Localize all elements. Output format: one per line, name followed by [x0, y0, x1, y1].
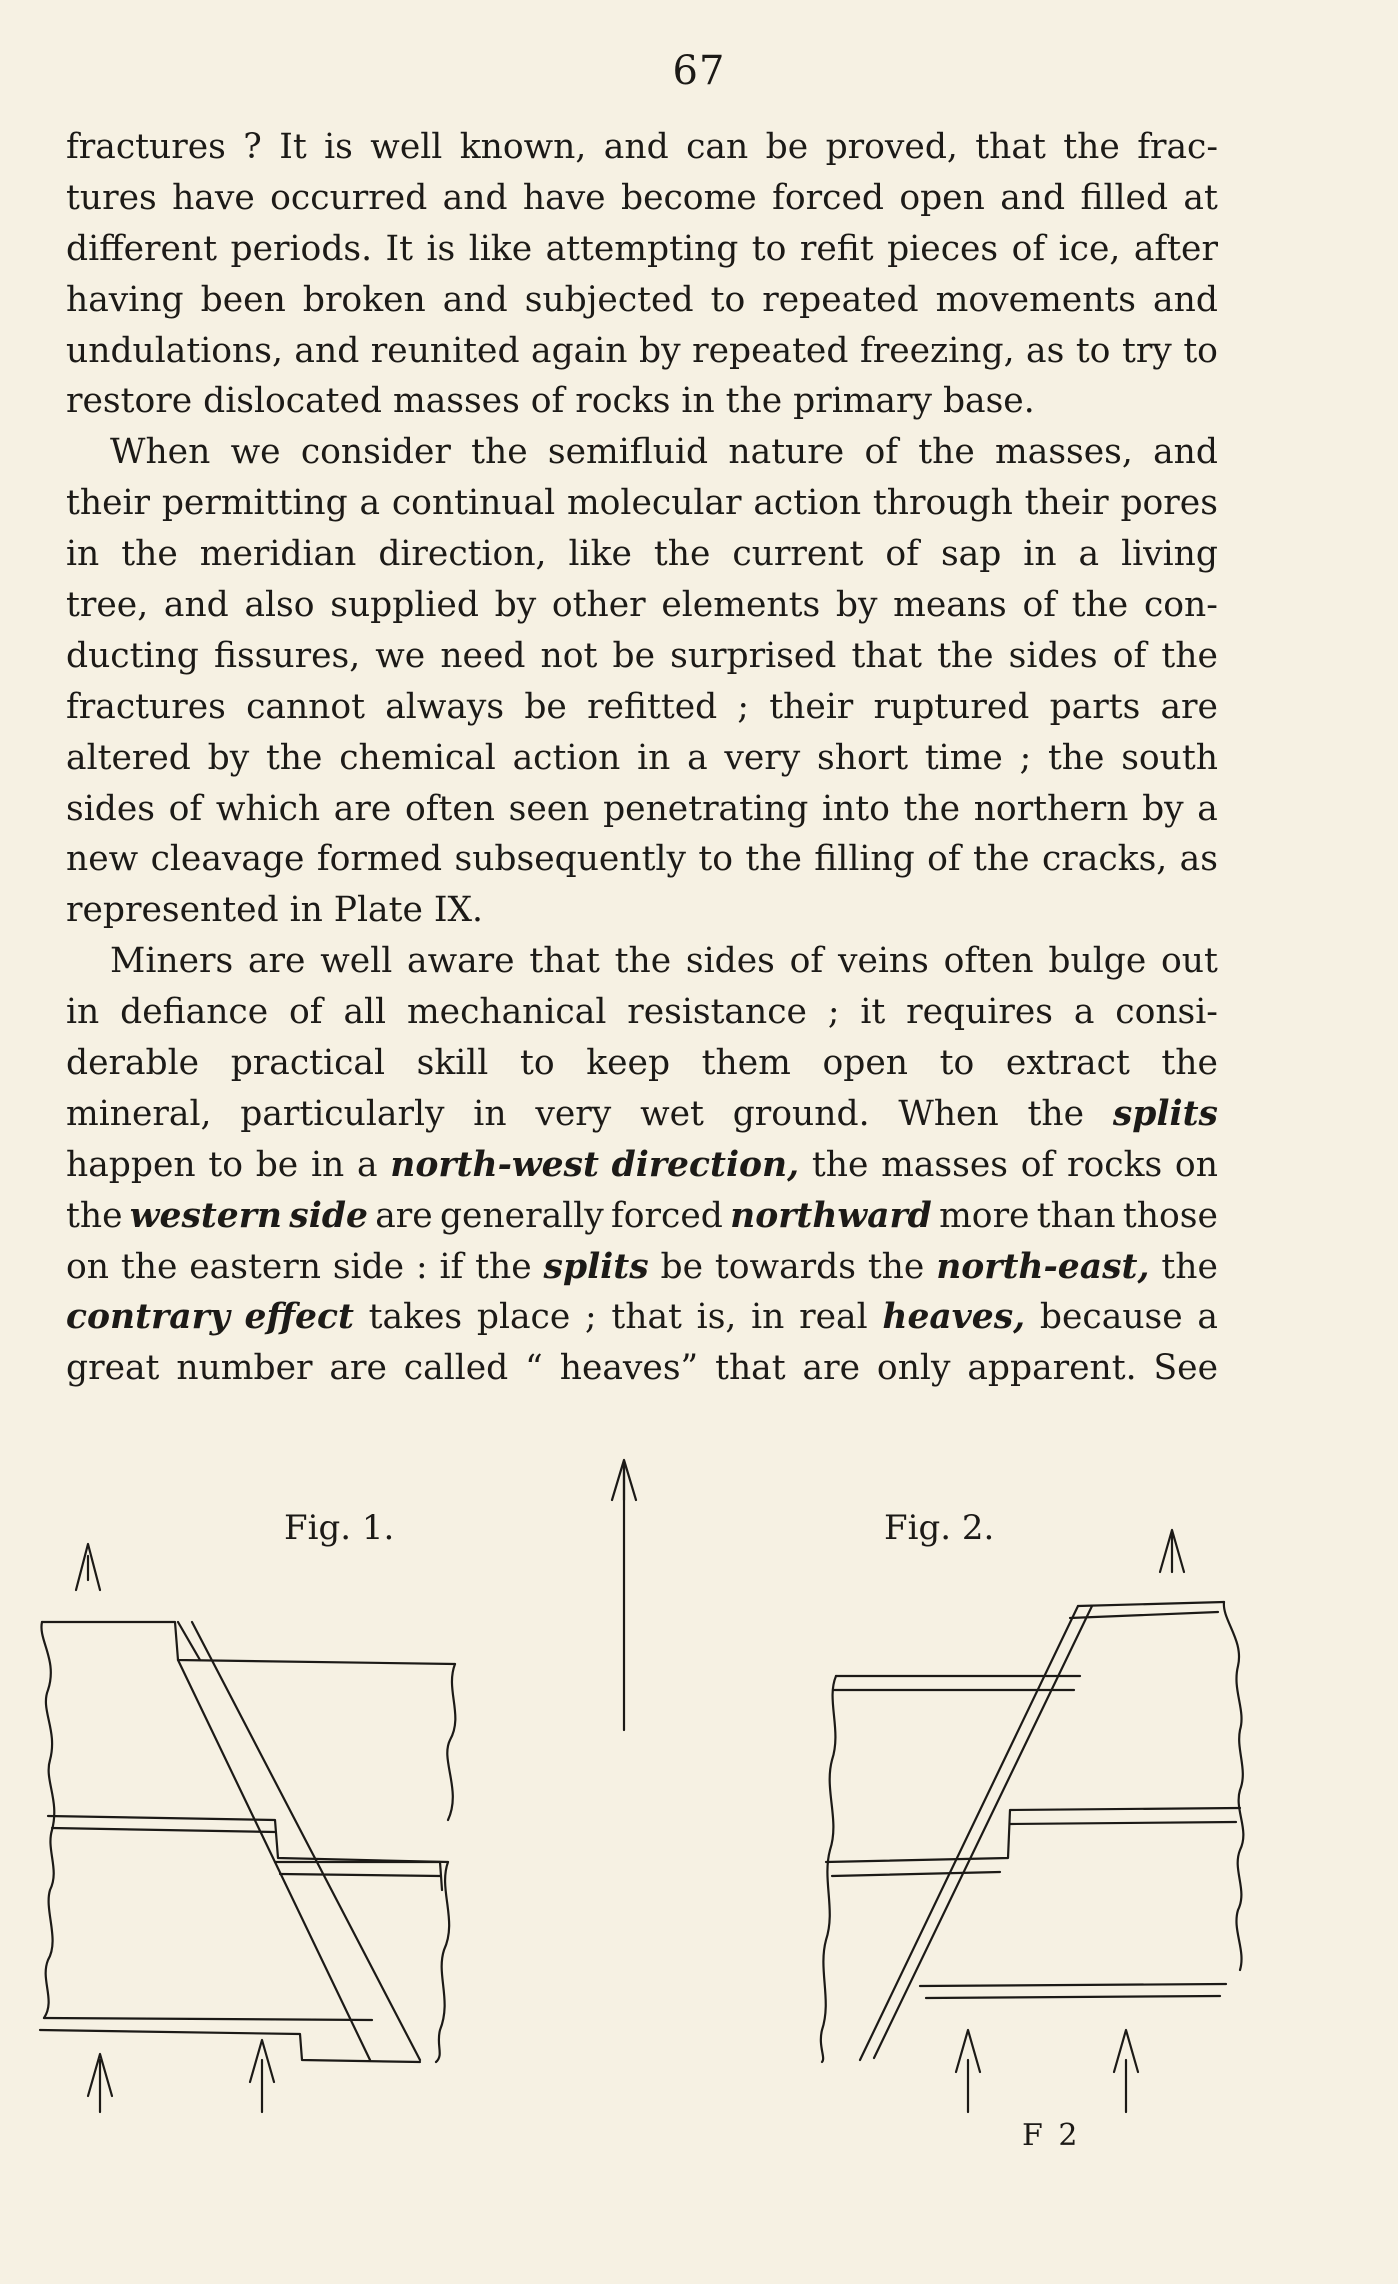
word: in — [751, 1297, 785, 1338]
italic-word: direction, — [611, 1144, 800, 1185]
word: as — [1179, 839, 1218, 880]
word: practical — [230, 1043, 386, 1084]
word: veins — [837, 941, 929, 982]
word: are — [1160, 686, 1218, 727]
word: ruptured — [873, 686, 1030, 727]
word: a — [1073, 992, 1095, 1033]
word: action — [512, 737, 621, 778]
word: have — [522, 177, 606, 218]
word: subjected — [524, 279, 694, 320]
word: mechanical — [406, 992, 607, 1033]
word: fractures — [66, 127, 226, 167]
text-line — [66, 580, 1218, 631]
word: of — [1020, 1144, 1055, 1185]
word: generally — [439, 1195, 604, 1236]
word: ; — [1019, 737, 1032, 778]
word: after — [1133, 228, 1218, 269]
word: them — [701, 1043, 791, 1084]
word: ; — [585, 1297, 597, 1338]
text-line — [66, 1292, 1218, 1343]
word: reunited — [370, 330, 520, 371]
word: are — [247, 941, 306, 982]
word: mineral, — [66, 1093, 212, 1134]
word: which — [215, 788, 321, 829]
word: not — [540, 635, 598, 676]
text-line — [66, 885, 1218, 936]
word: a — [359, 483, 381, 524]
italic-word: contrary — [66, 1297, 230, 1338]
word: and — [1153, 432, 1218, 473]
word: by — [639, 330, 681, 371]
word: cannot — [246, 686, 366, 727]
word: always — [385, 686, 505, 727]
word: very — [724, 737, 801, 778]
word: by — [207, 737, 250, 778]
word: only — [876, 1348, 951, 1389]
word: happen — [66, 1144, 196, 1185]
word: more — [939, 1195, 1030, 1236]
word: we — [230, 432, 281, 473]
word: those — [1122, 1195, 1218, 1236]
text-line — [66, 1089, 1218, 1140]
word: are — [802, 1348, 861, 1389]
word: than — [1036, 1195, 1116, 1236]
word: be — [765, 127, 809, 167]
word: very — [535, 1093, 612, 1134]
word: tree, — [66, 585, 149, 626]
word: the — [937, 635, 994, 676]
word: chemical — [339, 737, 496, 778]
word: movements — [935, 279, 1136, 320]
word: like — [568, 534, 632, 575]
word: current — [732, 534, 864, 575]
italic-word: northward — [730, 1195, 932, 1236]
word: can — [686, 127, 749, 167]
word: also — [244, 585, 315, 626]
word: permitting — [161, 483, 348, 524]
word: the — [121, 534, 178, 575]
word: called — [403, 1348, 509, 1389]
word: a — [356, 1144, 378, 1185]
word: that — [529, 941, 600, 982]
word: occurred — [270, 177, 428, 218]
word: the — [1047, 737, 1105, 778]
word: and — [442, 279, 508, 320]
text-line — [66, 1038, 1218, 1089]
text-line — [66, 936, 1218, 987]
word: means — [893, 585, 1007, 626]
word: at — [1183, 177, 1218, 218]
word: freezing, — [859, 330, 1015, 371]
word: refit — [799, 228, 874, 269]
word: different — [66, 228, 218, 269]
word: the — [653, 534, 711, 575]
word: resistance — [627, 992, 807, 1033]
word: the — [1161, 635, 1218, 676]
word: repeated — [762, 279, 919, 320]
word: action — [753, 483, 862, 524]
text-line — [66, 529, 1218, 580]
word: the — [1161, 1043, 1218, 1084]
word: in — [310, 1144, 345, 1185]
word: other — [551, 585, 646, 626]
fig2-arrow-bottom-left-icon — [956, 2030, 980, 2112]
word: be — [660, 1246, 704, 1287]
text-line — [66, 224, 1218, 275]
word: formed — [316, 839, 443, 880]
word: : — [415, 1246, 428, 1287]
word: the — [973, 839, 1030, 880]
word: known, — [459, 127, 587, 167]
word: cracks, — [1041, 839, 1168, 880]
word: of — [789, 941, 824, 982]
word: to — [208, 1144, 243, 1185]
word: takes — [368, 1297, 463, 1338]
word: keep — [586, 1043, 671, 1084]
word: ; — [737, 686, 750, 727]
word: undulations, — [66, 330, 283, 371]
word: molecular — [566, 483, 742, 524]
word: be — [255, 1144, 299, 1185]
word: their — [1024, 483, 1109, 524]
word: periods. — [230, 228, 373, 269]
word: ; — [827, 992, 840, 1033]
word: of — [289, 992, 323, 1033]
word: the — [1161, 1246, 1218, 1287]
word: the — [1027, 1093, 1085, 1134]
word: south — [1121, 737, 1218, 778]
word: derable — [66, 1043, 200, 1084]
word: forced — [611, 1195, 723, 1236]
word: subsequently — [454, 839, 686, 880]
word: parts — [1049, 686, 1141, 727]
word: all — [343, 992, 387, 1033]
word: semifluid — [547, 432, 709, 473]
word: a — [1197, 1297, 1218, 1338]
word: become — [620, 177, 757, 218]
fig1-label: Fig. 1. — [284, 1508, 395, 1548]
text-line — [66, 631, 1218, 682]
word: and — [1153, 279, 1218, 320]
word: extract — [1005, 1043, 1130, 1084]
word: and — [603, 127, 669, 167]
word: the — [867, 1246, 925, 1287]
word: nature — [728, 432, 845, 473]
page-number: 67 — [672, 48, 726, 94]
word: ground. — [732, 1093, 870, 1134]
word: that — [851, 635, 922, 676]
word: the — [918, 432, 975, 473]
word: we — [375, 635, 426, 676]
italic-word: north-east, — [936, 1246, 1150, 1287]
text-line — [66, 733, 1218, 784]
word: like — [468, 228, 533, 269]
word: particularly — [240, 1093, 445, 1134]
word: the — [1063, 127, 1120, 167]
text-line — [66, 122, 1218, 173]
word: it — [860, 992, 886, 1033]
word: pores — [1120, 483, 1218, 524]
word: When — [898, 1093, 999, 1134]
word: open — [822, 1043, 908, 1084]
italic-word: splits — [1112, 1093, 1218, 1134]
word: been — [200, 279, 286, 320]
word: frac- — [1137, 127, 1218, 167]
word: in — [473, 1093, 507, 1134]
text-line — [66, 1191, 1218, 1242]
word: sides — [685, 941, 775, 982]
word: supplied — [330, 585, 479, 626]
word: See — [1153, 1348, 1218, 1389]
word: of — [1112, 635, 1147, 676]
word: new — [66, 839, 139, 880]
word: is — [426, 228, 456, 269]
word: fractures — [66, 686, 226, 727]
word: con- — [1143, 585, 1218, 626]
word: elements — [661, 585, 821, 626]
word: often — [943, 941, 1034, 982]
word: bulge — [1048, 941, 1147, 982]
word: the — [903, 788, 961, 829]
text-line — [66, 834, 1218, 885]
word: the — [614, 941, 672, 982]
word: as — [1026, 330, 1065, 371]
word: It — [385, 228, 414, 269]
word: a — [1197, 788, 1218, 829]
word: to — [519, 1043, 555, 1084]
word: “ — [525, 1348, 543, 1389]
word: eastern — [189, 1246, 321, 1287]
word: When — [110, 432, 211, 473]
word: side — [332, 1246, 405, 1287]
word: proved, — [825, 127, 958, 167]
fig2-label: Fig. 2. — [884, 1508, 995, 1548]
text-line — [66, 275, 1218, 326]
word: sides — [66, 788, 155, 829]
word: of — [1011, 228, 1046, 269]
fig2-arrow-top-icon — [1160, 1530, 1184, 1572]
italic-word: north-west — [390, 1144, 599, 1185]
word: of — [1022, 585, 1057, 626]
word: Miners — [110, 941, 234, 982]
word: out — [1161, 941, 1218, 982]
text-line — [66, 784, 1218, 835]
word: forced — [772, 177, 884, 218]
fig1-arrow-bottom-left-icon — [88, 2054, 112, 2112]
word: of — [864, 432, 898, 473]
italic-word: effect — [244, 1297, 354, 1338]
word: in — [66, 534, 100, 575]
word: attempting — [545, 228, 739, 269]
italic-word: western — [129, 1195, 283, 1236]
word: number — [176, 1348, 313, 1389]
word: of — [885, 534, 919, 575]
word: to — [1183, 330, 1218, 371]
word: refitted — [587, 686, 718, 727]
word: great — [66, 1348, 160, 1389]
word: living — [1121, 534, 1218, 575]
word: wet — [640, 1093, 704, 1134]
word: in — [1023, 534, 1057, 575]
text-line — [66, 427, 1218, 478]
word: that — [715, 1348, 786, 1389]
word: meridian — [199, 534, 357, 575]
italic-word: heaves, — [882, 1297, 1026, 1338]
word: to — [1075, 330, 1111, 371]
word: are — [333, 788, 392, 829]
word: rocks — [1066, 1144, 1163, 1185]
fig2-diagram — [821, 1530, 1244, 2112]
word: place — [476, 1297, 571, 1338]
word: in — [66, 992, 100, 1033]
word: the — [475, 1246, 532, 1287]
word: by — [835, 585, 878, 626]
signature-mark: F 2 — [1022, 2118, 1081, 2153]
word: the — [745, 839, 802, 880]
fig1-arrow-bottom-right-icon — [250, 2040, 274, 2112]
body-text — [66, 122, 1218, 1394]
word: short — [817, 737, 909, 778]
word: tures — [66, 177, 157, 218]
word: through — [872, 483, 1013, 524]
word: sides — [1008, 635, 1098, 676]
word: to — [939, 1043, 975, 1084]
word: are — [329, 1348, 387, 1389]
word: a — [1078, 534, 1100, 575]
word: direction, — [378, 534, 547, 575]
word: because — [1039, 1297, 1183, 1338]
word: to — [751, 228, 787, 269]
text-line — [66, 478, 1218, 529]
word: the — [120, 1246, 178, 1287]
word: penetrating — [603, 788, 809, 829]
word: time — [924, 737, 1003, 778]
word: and — [294, 330, 360, 371]
word: cleavage — [150, 839, 305, 880]
word: to — [710, 279, 746, 320]
word: be — [524, 686, 567, 727]
text-line — [66, 1140, 1218, 1191]
text-line — [66, 326, 1218, 377]
word: is, — [696, 1297, 737, 1338]
word: in — [637, 737, 671, 778]
word: need — [440, 635, 526, 676]
word: that — [611, 1297, 682, 1338]
word: try — [1121, 330, 1172, 371]
word: real — [799, 1297, 868, 1338]
word: broken — [302, 279, 426, 320]
text-line — [66, 1242, 1218, 1293]
word: by — [1142, 788, 1184, 829]
word: and — [163, 585, 229, 626]
word: the — [1071, 585, 1129, 626]
word: into — [821, 788, 890, 829]
word: ducting — [66, 635, 199, 676]
word: sap — [940, 534, 1002, 575]
text-line — [66, 376, 1218, 427]
word: on — [66, 1246, 109, 1287]
word: northern — [973, 788, 1129, 829]
word: altered — [66, 737, 191, 778]
word: having — [66, 279, 184, 320]
word: often — [404, 788, 495, 829]
word: on — [1174, 1144, 1218, 1185]
word: aware — [407, 941, 515, 982]
italic-word: side — [289, 1195, 368, 1236]
word: filling — [814, 839, 915, 880]
word: heaves” — [559, 1348, 699, 1389]
word: of — [168, 788, 203, 829]
italic-word: splits — [543, 1246, 649, 1287]
word: and — [442, 177, 508, 218]
text-line — [66, 987, 1218, 1038]
word: their — [66, 483, 151, 524]
word: well — [370, 127, 443, 167]
word: apparent. — [967, 1348, 1137, 1389]
fig2-arrow-bottom-right-icon — [1114, 2030, 1138, 2112]
fig1-arrow-top-icon — [76, 1544, 100, 1590]
word: is — [324, 127, 353, 167]
word: It — [279, 127, 307, 167]
word: open — [899, 177, 985, 218]
word: of — [927, 839, 961, 880]
word: requires — [906, 992, 1053, 1033]
word: defiance — [120, 992, 269, 1033]
word: be — [612, 635, 656, 676]
word: ice, — [1058, 228, 1121, 269]
word: masses — [881, 1144, 1008, 1185]
word: surprised — [670, 635, 837, 676]
word: repeated — [692, 330, 849, 371]
word: the — [811, 1144, 869, 1185]
word: ? — [243, 127, 262, 167]
word: pieces — [887, 228, 999, 269]
word: have — [172, 177, 255, 218]
text-run: represented in Plate IX. — [66, 890, 484, 931]
word: their — [769, 686, 854, 727]
text-line — [66, 173, 1218, 224]
word: skill — [416, 1043, 489, 1084]
text-line — [66, 1343, 1218, 1394]
word: masses, — [995, 432, 1133, 473]
north-arrow-top-icon — [612, 1460, 636, 1500]
word: fissures, — [213, 635, 361, 676]
word: continual — [391, 483, 556, 524]
word: the — [66, 1195, 123, 1236]
word: are — [375, 1195, 433, 1236]
word: a — [687, 737, 708, 778]
word: well — [320, 941, 393, 982]
fig1-diagram — [40, 1544, 455, 2112]
text-run: restore dislocated masses of rocks in the primary base. — [66, 381, 1035, 422]
word: to — [698, 839, 733, 880]
word: the — [471, 432, 528, 473]
word: towards — [714, 1246, 856, 1287]
text-line — [66, 682, 1218, 733]
word: seen — [508, 788, 590, 829]
word: that — [975, 127, 1046, 167]
word: by — [494, 585, 537, 626]
word: consi- — [1115, 992, 1218, 1033]
word: consider — [300, 432, 451, 473]
word: if — [439, 1246, 464, 1287]
word: and — [1000, 177, 1066, 218]
word: again — [531, 330, 628, 371]
word: the — [265, 737, 323, 778]
word: filled — [1080, 177, 1169, 218]
